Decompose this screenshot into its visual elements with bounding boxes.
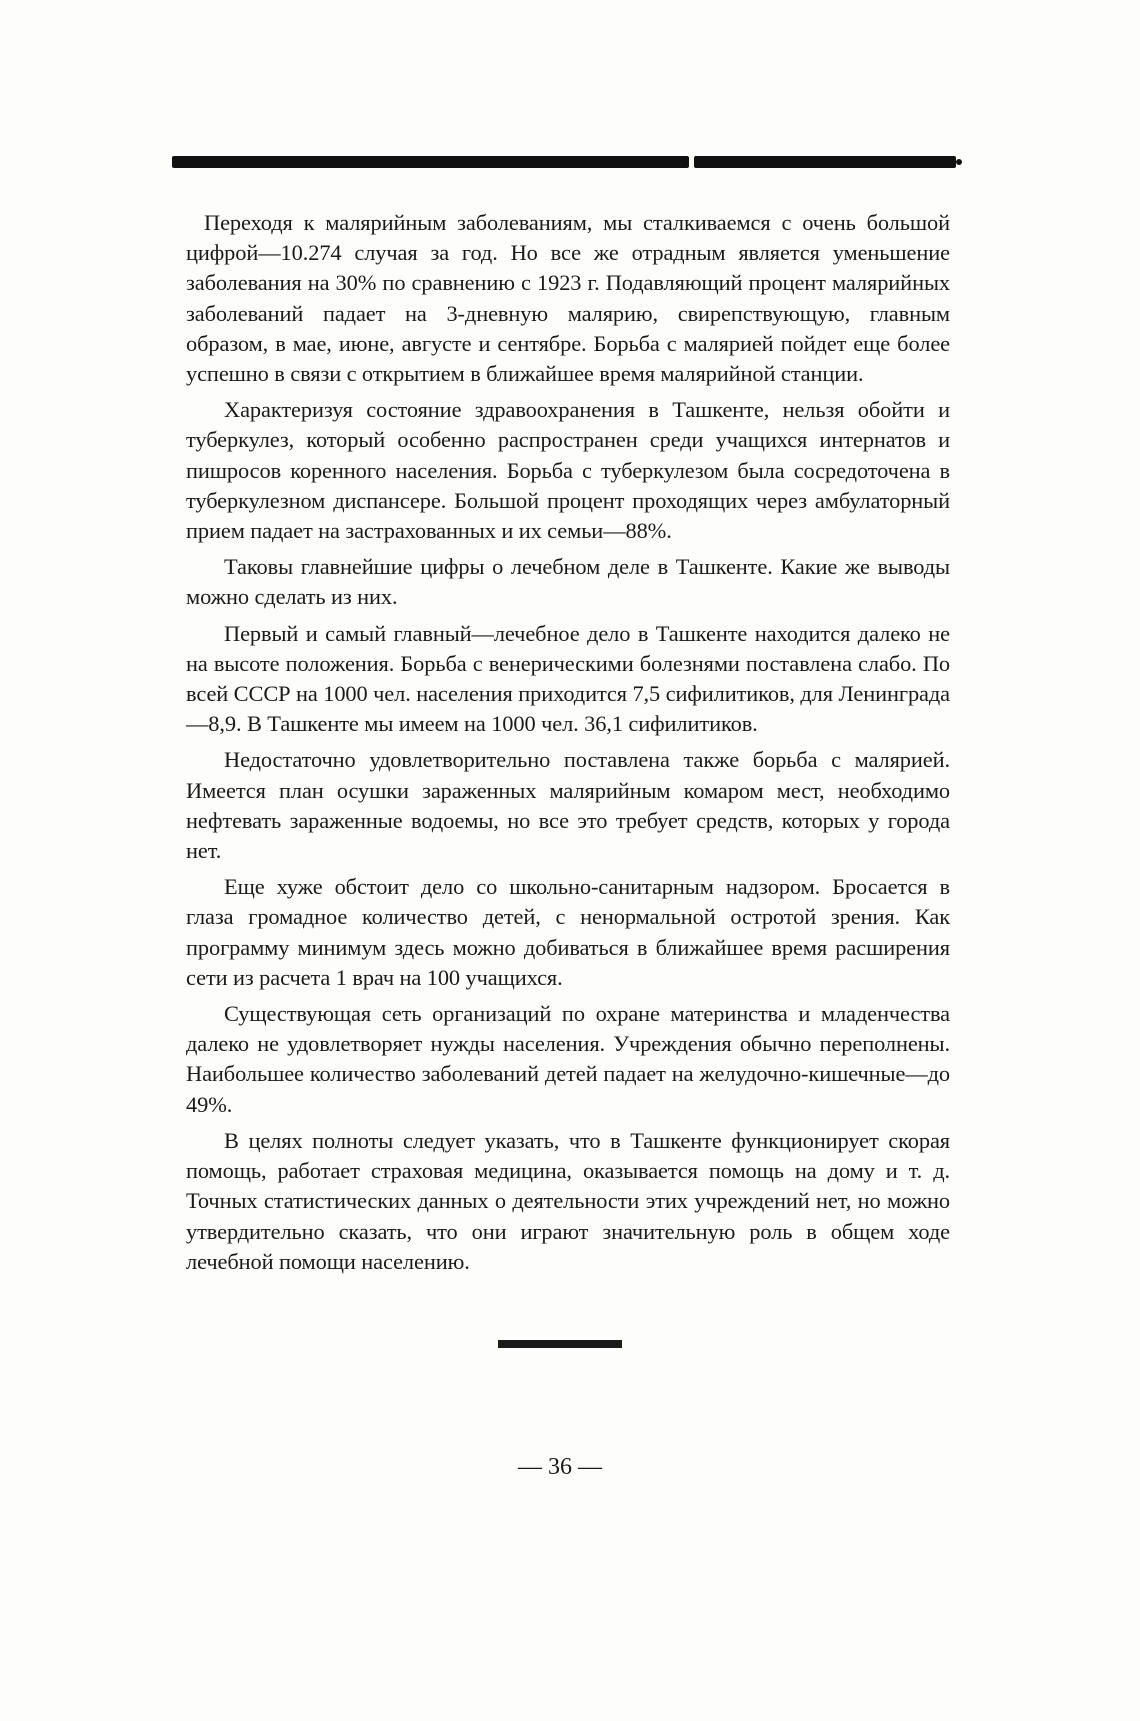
paragraph-school-sanitation: Еще хуже обстоит дело со школьно-санитарным надзором. Бросается в глаза громадное количество детей, с ненормальной остротой зрения. Как программу минимум здесь можно добиваться в ближайшее время расширения сети из расчета 1 врач на 100 учащихся. (186, 874, 950, 990)
paragraph-malaria-control: Недостаточно удовлетворительно поставлена также борьба с малярией. Имеется план осушки зараженных малярийным комаром мест, необходимо нефтевать зараженные водоемы, но все это требует средств, которых у города нет. (186, 747, 950, 864)
paragraph-malaria: Переходя к малярийным заболеваниям, мы сталкиваемся с очень большой цифрой—10.274 случая за год. Но все же отрадным является уменьшение заболевания на 30% по сравнению с 1923 г. Подавляющий процент малярийных заболеваний падает на 3-дневную малярию, свирепствующую, главным образом, в мае, июне, августе и сентябре. Борьба с малярией пойдет еще более успешно в связи с открытием в ближайшее время малярийной станции. (186, 210, 950, 387)
paragraph-other-services: В целях полноты следует указать, что в Ташкенте функционирует скорая помощь, работает страховая медицина, оказывается помощь на дому и т. д. Точных статистических данных о деятельности этих учреждений нет, но можно утвердительно сказать, что они играют значительную роль в общем ходе лечебной помощи населению. (186, 1127, 950, 1274)
header-rule-left (172, 156, 689, 168)
paragraph-conclusion-first: Первый и самый главный—лечебное дело в Ташкенте находится далеко не на высоте положения. Борьба с венерическими болезнями поставлена слабо. По всей СССР на 1000 чел. населения приходится 7,5 сифилитиков, для Ленинграда—8,9. В Ташкенте мы имеем на 1000 чел. 36,1 сифилитиков. (186, 620, 951, 737)
paragraph-summary: Таковы главнейшие цифры о лечебном деле в Ташкенте. Какие же выводы можно сделать из них. (186, 554, 950, 610)
page-number: — 36 — (518, 1454, 602, 1480)
paragraph-maternity: Существующая сеть организаций по охране материнства и младенчества далеко не удовлетворяет нужды населения. Учреждения обычно переполнены. Наибольшее количество заболеваний детей падает на желудочно-кишечные—до 49%. (186, 1001, 950, 1117)
body-text (186, 208, 950, 1283)
paragraph-tuberculosis: Характеризуя состояние здравоохранения в Ташкенте, нельзя обойти и туберкулез, который особенно распространен среди учащихся интернатов и пишросов коренного населения. Борьба с туберкулезом была сосредоточена в туберкулезном диспансере. Большой процент проходящих через амбулаторный прием падает на застрахованных и их семьи—88%. (186, 397, 950, 544)
header-rule-right (694, 156, 956, 168)
section-end-rule (498, 1340, 622, 1348)
